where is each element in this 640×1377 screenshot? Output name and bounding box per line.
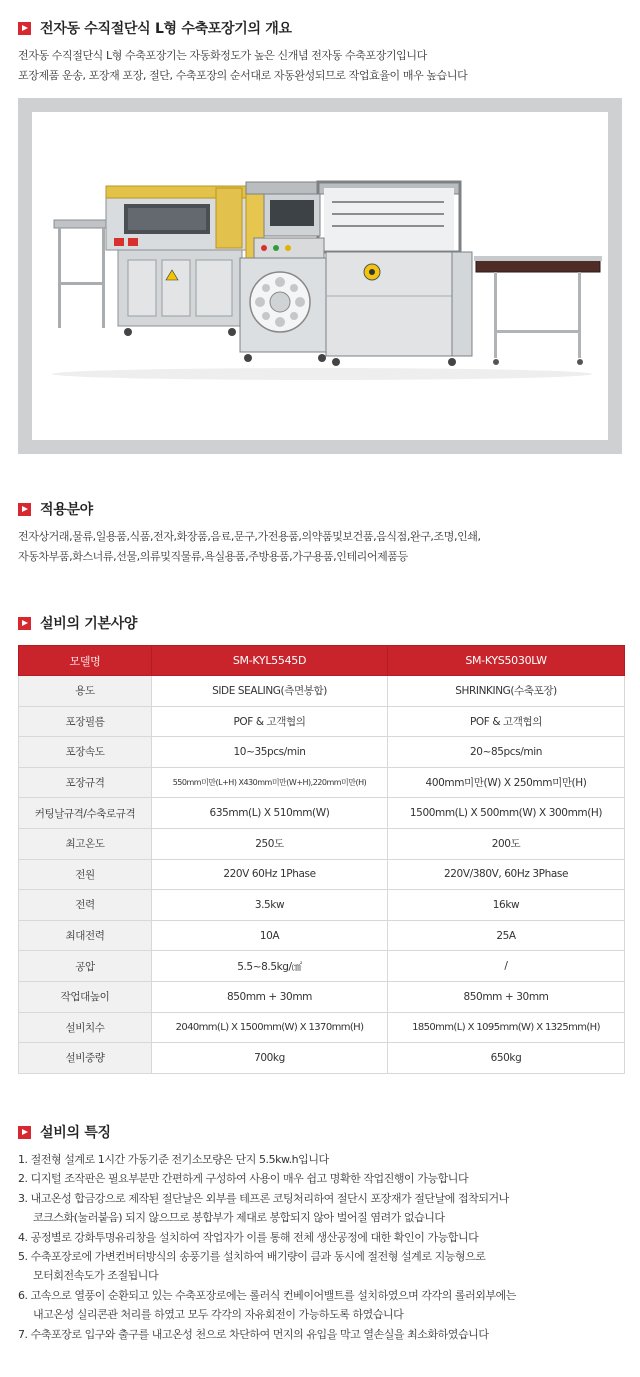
- list-item: 7. 수축포장로 입구와 출구를 내고온성 천으로 차단하여 먼지의 유입을 막고 열손실을 최소화하였습니다: [18, 1327, 489, 1341]
- row-label: 용도: [19, 676, 152, 707]
- column-header: SM-KYS5030LW: [388, 646, 625, 676]
- row-label: 최고온도: [19, 828, 152, 859]
- row-label: 전원: [19, 859, 152, 890]
- table-row: [19, 890, 625, 921]
- table-cell: 250도: [152, 828, 388, 859]
- spec-header-row: [19, 646, 625, 676]
- table-cell: 1500mm(L) X 500mm(W) X 300mm(H): [388, 798, 625, 829]
- table-row: [19, 981, 625, 1012]
- application-line: 전자상거래,물류,일용품,식품,전자,화장품,음료,문구,가전용품,의약품및보건품,음식점,완구,조명,인쇄,: [18, 530, 481, 543]
- table-cell: 2040mm(L) X 1500mm(W) X 1370mm(H): [152, 1012, 388, 1043]
- table-row: [19, 1012, 625, 1043]
- list-item: 6. 고속으로 열풍이 순환되고 있는 수축포장로에는 롤러식 컨베이어밸트를 설치하였으며 각각의 롤러외부에는: [18, 1288, 516, 1302]
- table-cell: SIDE SEALING(측면봉합): [152, 676, 388, 707]
- row-label: 설비치수: [19, 1012, 152, 1043]
- row-label: 최대전력: [19, 920, 152, 951]
- shrink-wrap-machine-illustration: [32, 112, 608, 440]
- table-cell: 400mm미만(W) X 250mm미만(H): [388, 767, 625, 798]
- table-row: [19, 859, 625, 890]
- table-cell: 700kg: [152, 1043, 388, 1074]
- overview-line: 포장제품 운송, 포장재 포장, 절단, 수축포장의 순서대로 자동완성되므로 작업효율이 매우 높습니다: [18, 69, 468, 82]
- table-cell: 550mm미만(L+H) X430mm미만(W+H),220mm미만(H): [152, 767, 388, 798]
- row-label: 포장필름: [19, 706, 152, 737]
- table-cell: POF & 고객협의: [388, 706, 625, 737]
- application-text: [18, 527, 481, 567]
- spec-title: 설비의 기본사양: [40, 616, 138, 632]
- table-cell: 3.5kw: [152, 890, 388, 921]
- spec-heading: [18, 613, 137, 633]
- row-label: 전력: [19, 890, 152, 921]
- column-header: SM-KYL5545D: [152, 646, 388, 676]
- application-line: 자동차부품,화스너류,선물,의류및직물류,욕실용품,주방용품,가구용품,인테리어제품등: [18, 550, 408, 563]
- play-bullet-icon: [18, 22, 31, 35]
- list-item: 4. 공정별로 강화투명유리창을 설치하여 작업자가 이를 통해 전체 생산공정에 대한 확인이 가능합니다: [18, 1230, 479, 1244]
- table-cell: 635mm(L) X 510mm(W): [152, 798, 388, 829]
- list-item: 2. 디지털 조작판은 필요부분만 간편하게 구성하여 사용이 매우 쉽고 명확한 작업진행이 가능합니다: [18, 1172, 469, 1186]
- row-label: 포장속도: [19, 737, 152, 768]
- features-heading: [18, 1122, 111, 1142]
- table-row: [19, 828, 625, 859]
- table-cell: 850mm + 30mm: [152, 981, 388, 1012]
- list-item-continuation: 모터회전속도가 조절됩니다: [33, 1269, 159, 1283]
- row-label: 커팅날규격/수축로규격: [19, 798, 152, 829]
- row-label: 공압: [19, 951, 152, 982]
- table-cell: 1850mm(L) X 1095mm(W) X 1325mm(H): [388, 1012, 625, 1043]
- table-cell: 220V/380V, 60Hz 3Phase: [388, 859, 625, 890]
- overview-text: [18, 46, 467, 86]
- application-heading: [18, 499, 93, 519]
- table-row: [19, 706, 625, 737]
- list-item: 5. 수축포장로에 가변컨버터방식의 송풍기를 설치하여 배기량이 큼과 동시에 절전형 설계로 지능형으로: [18, 1250, 486, 1264]
- overview-heading: [18, 18, 292, 38]
- table-cell: 16kw: [388, 890, 625, 921]
- table-cell: 650kg: [388, 1043, 625, 1074]
- list-item-continuation: 코크스화(눌러붙음) 되지 않으므로 봉합부가 제대로 봉합되지 않아 벌어질 염려가 없습니다: [33, 1211, 445, 1225]
- table-cell: 5.5~8.5kg/㎠: [152, 951, 388, 982]
- table-cell: SHRINKING(수축포장): [388, 676, 625, 707]
- row-label: 작업대높이: [19, 981, 152, 1012]
- table-row: [19, 1043, 625, 1074]
- table-cell: 10~35pcs/min: [152, 737, 388, 768]
- table-cell: 25A: [388, 920, 625, 951]
- table-row: [19, 951, 625, 982]
- play-bullet-icon: [18, 503, 31, 516]
- table-cell: POF & 고객협의: [152, 706, 388, 737]
- product-photo-frame: [18, 98, 622, 454]
- table-row: [19, 676, 625, 707]
- table-cell: 200도: [388, 828, 625, 859]
- table-row: [19, 798, 625, 829]
- overview-title: 전자동 수직절단식 L형 수축포장기의 개요: [40, 21, 292, 37]
- table-cell: 220V 60Hz 1Phase: [152, 859, 388, 890]
- list-item: 3. 내고온성 합금강으로 제작된 절단날은 외부를 테프론 코팅처리하여 절단시 포장재가 절단날에 접착되거나: [18, 1191, 509, 1205]
- table-row: [19, 767, 625, 798]
- table-row: [19, 920, 625, 951]
- application-title: 적용분야: [40, 502, 93, 518]
- list-item: 1. 절전형 설계로 1시간 가동기준 전기소모량은 단지 5.5kw.h입니다: [18, 1153, 329, 1166]
- product-photo: [32, 112, 608, 440]
- list-item-continuation: 내고온성 실리콘관 처리를 하였고 모두 각각의 자유회전이 가능하도록 하였습니다: [33, 1308, 404, 1322]
- table-cell: 850mm + 30mm: [388, 981, 625, 1012]
- table-cell: 20~85pcs/min: [388, 737, 625, 768]
- table-cell: 10A: [152, 920, 388, 951]
- spec-table: [18, 645, 625, 1074]
- column-header: 모델명: [19, 646, 152, 676]
- play-bullet-icon: [18, 1126, 31, 1139]
- table-cell: /: [388, 951, 625, 982]
- play-bullet-icon: [18, 617, 31, 630]
- row-label: 포장규격: [19, 767, 152, 798]
- overview-line: 전자동 수직절단식 L형 수축포장기는 자동화정도가 높은 신개념 전자동 수축포장기입니다: [18, 49, 427, 62]
- row-label: 설비중량: [19, 1043, 152, 1074]
- features-list: [18, 1150, 516, 1344]
- table-row: [19, 737, 625, 768]
- features-title: 설비의 특징: [40, 1125, 111, 1141]
